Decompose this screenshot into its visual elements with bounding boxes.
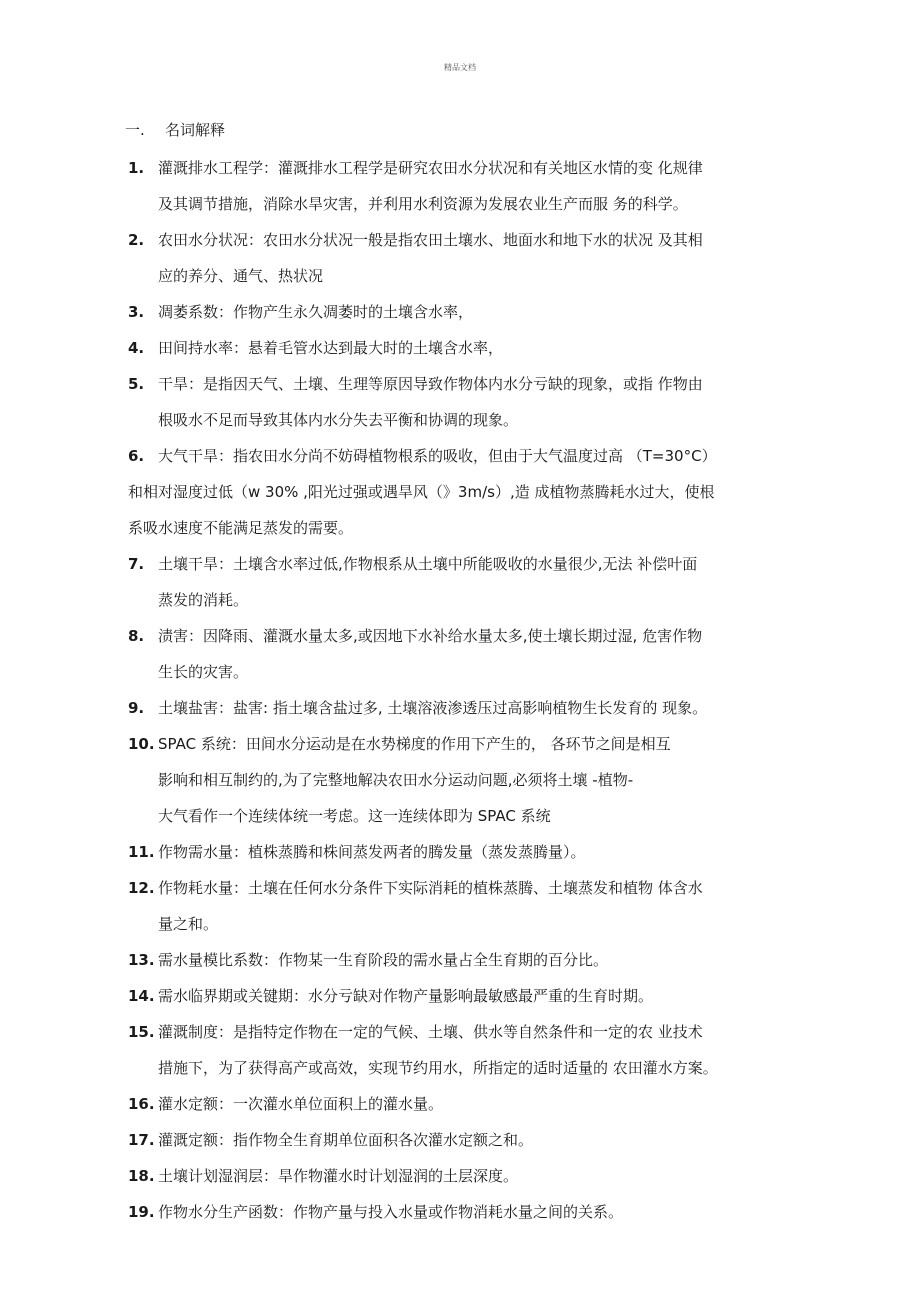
list-item [0,1194,920,1230]
section-heading [125,119,225,140]
list-item [0,834,920,870]
item-text-continuation: 措施下，为了获得高产或高效，实现节约用水，所指定的适时适量的 农田灌水方案。 [158,1059,718,1077]
item-number: 6. [128,447,145,465]
list-item [0,870,920,942]
item-text: 灌溉制度：是指特定作物在一定的气候、土壤、供水等自然条件和一定的农 业技术 [158,1023,703,1041]
term-list [0,150,920,1230]
item-number: 12. [128,879,155,897]
item-text-continuation: 应的养分、通气、热状况 [158,267,324,285]
item-number: 15. [128,1023,155,1041]
item-number: 9. [128,699,145,717]
item-number: 16. [128,1095,155,1113]
list-item [0,1122,920,1158]
item-text: 灌水定额：一次灌水单位面积上的灌水量。 [158,1095,444,1113]
list-item [0,1014,920,1086]
item-number: 3. [128,303,145,321]
page-header: 精品文档 [444,63,476,72]
item-number: 4. [128,339,145,357]
item-text: 灌溉定额：指作物全生育期单位面积各次灌水定额之和。 [158,1131,534,1149]
item-text-continuation: 根吸水不足而导致其体内水分失去平衡和协调的现象。 [158,411,519,429]
list-item [0,294,920,330]
list-item [0,942,920,978]
item-text: 凋萎系数：作物产生永久凋萎时的土壤含水率， [158,303,474,321]
list-item [0,978,920,1014]
item-text: 灌溉排水工程学：灌溉排水工程学是研究农田水分状况和有关地区水情的变 化规律 [158,159,703,177]
item-number: 1. [128,159,145,177]
item-number: 13. [128,951,155,969]
item-number: 7. [128,555,145,573]
list-item [0,150,920,222]
list-item [0,618,920,690]
item-number: 5. [128,375,145,393]
item-text: 田间持水率：悬着毛管水达到最大时的土壤含水率， [158,339,504,357]
list-item [0,330,920,366]
list-item [0,1086,920,1122]
list-item [0,366,920,438]
section-title: 名词解释 [165,121,226,139]
item-text-continuation: 蒸发的消耗。 [158,591,249,609]
item-number: 2. [128,231,145,249]
section-number: 一. [125,121,145,139]
item-text-continuation: 大气看作一个连续体统一考虑。这一连续体即为 SPAC 系统 [158,807,551,825]
item-text-continuation: 生长的灾害。 [158,663,249,681]
item-text: SPAC 系统：田间水分运动是在水势梯度的作用下产生的， 各环节之间是相互 [158,735,671,753]
item-text-continuation: 量之和。 [158,915,219,933]
item-text: 干旱：是指因天气、土壤、生理等原因导致作物体内水分亏缺的现象，或指 作物由 [158,375,703,393]
item-text-continuation: 及其调节措施，消除水旱灾害，并利用水利资源为发展农业生产而服 务的科学。 [158,195,688,213]
list-item [0,546,920,618]
list-item [0,438,920,546]
item-text: 需水临界期或关键期：水分亏缺对作物产量影响最敏感最严重的生育时期。 [158,987,654,1005]
item-text-continuation: 影响和相互制约的,为了完整地解决农田水分运动问题,必须将土壤 -植物- [158,771,634,789]
item-text: 需水量模比系数：作物某一生育阶段的需水量占全生育期的百分比。 [158,951,609,969]
list-item [0,222,920,294]
item-number: 19. [128,1203,155,1221]
item-text: 大气干旱：指农田水分尚不妨碍植物根系的吸收，但由于大气温度过高 （T=30°C） [158,447,717,465]
item-text: 作物水分生产函数：作物产量与投入水量或作物消耗水量之间的关系。 [158,1203,624,1221]
item-number: 18. [128,1167,155,1185]
item-text: 土壤盐害：盐害: 指土壤含盐过多, 土壤溶液渗透压过高影响植物生长发育的 现象。 [158,699,708,717]
item-text: 渍害：因降雨、灌溉水量太多,或因地下水补给水量太多,使土壤长期过湿, 危害作物 [158,627,703,645]
item-number: 17. [128,1131,155,1149]
item-number: 10. [128,735,155,753]
item-text: 作物耗水量：土壤在任何水分条件下实际消耗的植株蒸腾、土壤蒸发和植物 体含水 [158,879,703,897]
item-text: 土壤计划湿润层：旱作物灌水时计划湿润的土层深度。 [158,1167,519,1185]
item-number: 11. [128,843,155,861]
list-item [0,726,920,834]
item-number: 14. [128,987,155,1005]
item-text: 土壤干旱：土壤含水率过低,作物根系从土壤中所能吸收的水量很少,无法 补偿叶面 [158,555,698,573]
item-text: 作物需水量：植株蒸腾和株间蒸发两者的腾发量（蒸发蒸腾量）。 [158,843,586,861]
list-item [0,1158,920,1194]
item-text-continuation: 系吸水速度不能满足蒸发的需要。 [128,519,354,537]
item-number: 8. [128,627,145,645]
list-item [0,690,920,726]
item-text: 农田水分状况：农田水分状况一般是指农田土壤水、地面水和地下水的状况 及其相 [158,231,703,249]
item-text-continuation: 和相对湿度过低（w 30% ,阳光过强或遇旱风（》3m/s）,造 成植物蒸腾耗水过大，使根 [128,483,715,501]
